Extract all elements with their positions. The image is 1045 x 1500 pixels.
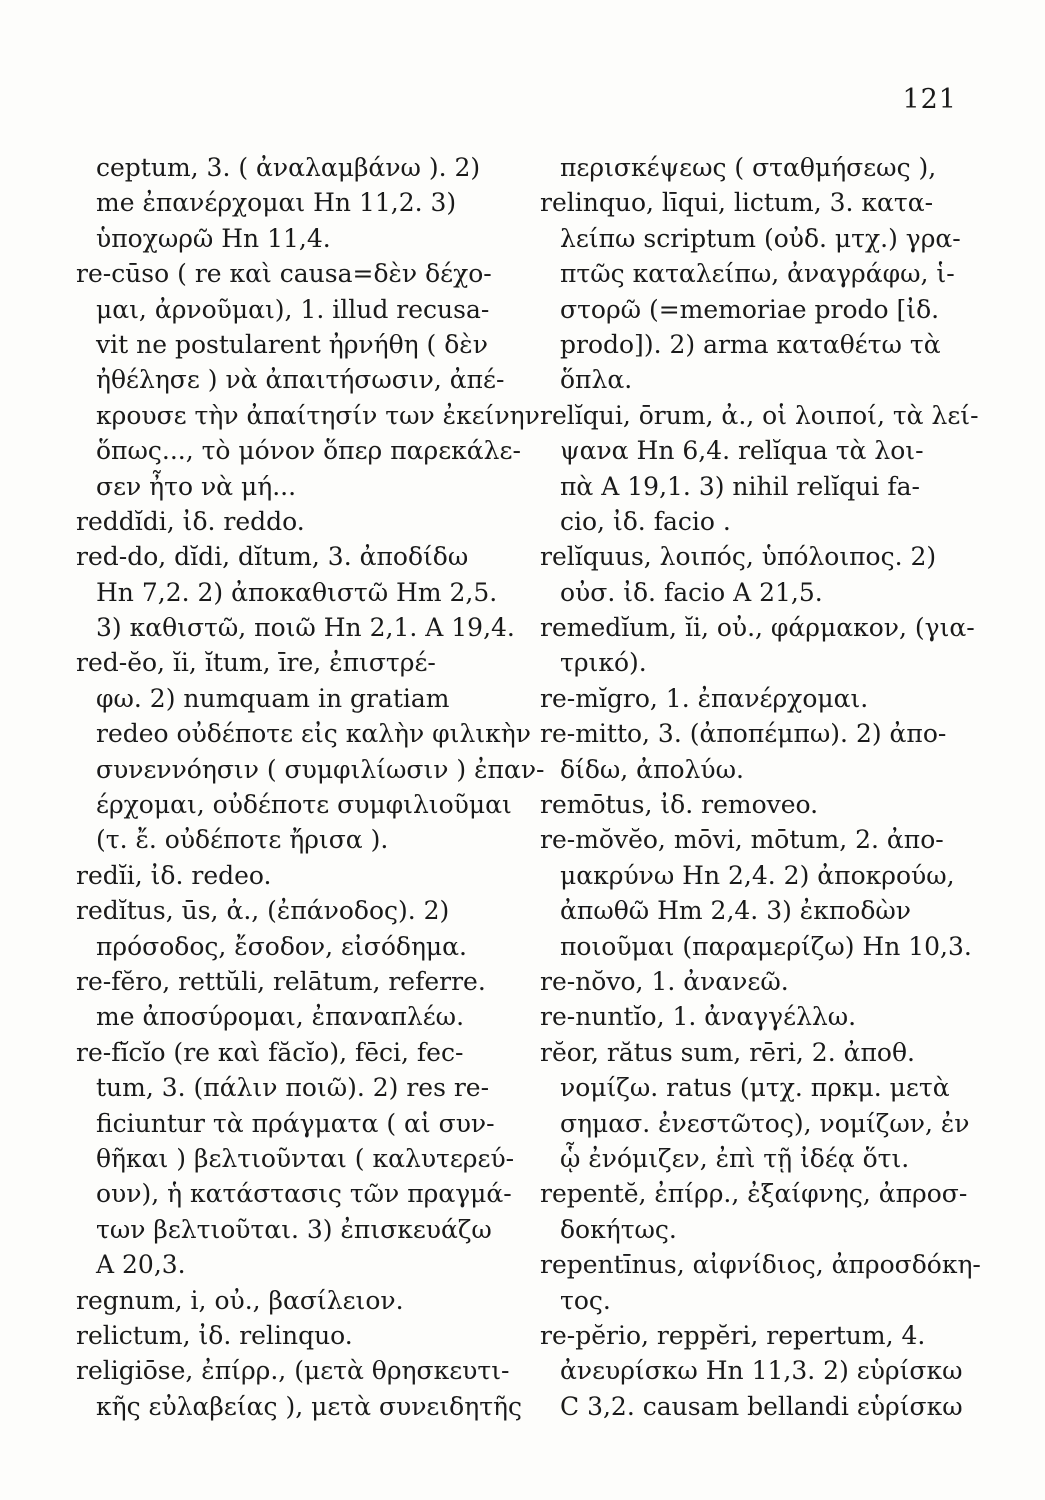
entry-continuation-line: prodo]). 2) arma καταθέτω τὰ (560, 329, 941, 359)
entry-headword-line: re-nuntĭo, 1. ἀναγγέλλω. (540, 1002, 857, 1032)
entry-headword-line: relictum, ἰδ. relinquo. (76, 1320, 353, 1350)
entry-headword-line: re-mitto, 3. (ἀποπέμπω). 2) ἀπο- (540, 719, 947, 749)
entry-headword-line: red-do, dĭdi, dĭtum, 3. ἀποδίδω (76, 542, 469, 572)
entry-continuation-line: ὅπλα. (560, 365, 633, 395)
entry-continuation-line: ᾧ ἐνόμιζεν, ἐπὶ τῇ ἰδέᾳ ὅτι. (560, 1143, 910, 1173)
entry-headword-line: relĭqui, ōrum, ἀ., οἱ λοιποί, τὰ λεί- (540, 400, 979, 430)
entry-continuation-line: Hn 7,2. 2) ἀποκαθιστῶ Hm 2,5. (96, 577, 498, 607)
entry-continuation-line: στορῶ (=memoriae prodo [ἰδ. (560, 294, 940, 324)
entry-continuation-line: πρόσοδος, ἔσοδον, εἰσόδημα. (96, 931, 467, 961)
left-column (76, 150, 545, 1424)
entry-continuation-line: C 3,2. causam bellandi εὑρίσκω (560, 1391, 963, 1421)
entry-continuation-line: A 20,3. (96, 1250, 186, 1280)
entry-continuation-line: περισκέψεως ( σταθμήσεως ), (560, 153, 937, 182)
entry-headword-line: rĕor, rătus sum, rēri, 2. ἀποθ. (540, 1037, 915, 1067)
entry-continuation-line: δίδω, ἀπολύω. (560, 754, 744, 784)
entry-continuation-line: κῆς εὐλαβείας ), μετὰ συνειδητῆς (96, 1391, 523, 1421)
entry-headword-line: re-pĕrio, reppĕri, repertum, 4. (540, 1320, 926, 1350)
entry-continuation-line: των βελτιοῦται. 3) ἐπισκευάζω (96, 1214, 492, 1244)
entry-continuation-line: ἀπωθῶ Hm 2,4. 3) ἐκποδὼν (560, 896, 911, 926)
entry-continuation-line: cio, ἰδ. facio . (560, 506, 731, 536)
entry-headword-line: redĭi, ἰδ. redeo. (76, 860, 272, 890)
page-number: 121 (902, 84, 957, 115)
entry-continuation-line: tum, 3. (πάλιν ποιῶ). 2) res re- (96, 1073, 490, 1103)
entry-continuation-line: λείπω scriptum (οὐδ. μτχ.) γρα- (560, 223, 961, 253)
entry-continuation-line: ficiuntur τὰ πράγματα ( αἱ συν- (96, 1108, 495, 1138)
entry-continuation-line: ποιοῦμαι (παραμερίζω) Hn 10,3. (560, 931, 972, 961)
entry-continuation-line: οὐσ. ἰδ. facio A 21,5. (560, 577, 823, 607)
entry-continuation-line: συνεννόησιν ( συμφιλίωσιν ) ἐπαν- (96, 754, 545, 784)
entry-continuation-line: έρχομαι, οὐδέποτε συμφιλιοῦμαι (96, 790, 512, 820)
entry-continuation-line: τος. (560, 1285, 611, 1315)
entry-continuation-line: me ἀποσύρομαι, ἐπαναπλέω. (96, 1002, 465, 1032)
entry-continuation-line: θῆκαι ) βελτιοῦνται ( καλυτερεύ- (96, 1143, 515, 1173)
entry-headword-line: reddĭdi, ἰδ. reddo. (76, 506, 305, 536)
right-column (540, 150, 981, 1424)
entry-headword-line: relĭquus, λοιπός, ὑπόλοιπος. 2) (540, 542, 937, 572)
entry-headword-line: relinquo, līqui, lictum, 3. κατα- (540, 188, 934, 218)
entry-continuation-line: κρουσε τὴν ἀπαίτησίν των ἐκείνην (96, 400, 540, 430)
entry-continuation-line: πὰ A 19,1. 3) nihil relĭqui fa- (560, 471, 920, 501)
entry-headword-line: re-cūso ( re καὶ causa=δὲν δέχο- (76, 259, 492, 289)
entry-headword-line: re-fĕro, rettŭli, relātum, referre. (76, 966, 486, 996)
entry-continuation-line: redeo οὐδέποτε εἰς καλὴν φιλικὴν (96, 719, 531, 749)
entry-continuation-line: μακρύνω Hn 2,4. 2) ἀποκρούω, (560, 860, 955, 890)
entry-continuation-line: φω. 2) numquam in gratiam (96, 683, 450, 713)
entry-continuation-line: ἠθέλησε ) νὰ ἀπαιτήσωσιν, ἀπέ- (96, 365, 505, 395)
entry-headword-line: re-nŏvo, 1. ἀνανεῶ. (540, 966, 789, 996)
entry-continuation-line: ἀνευρίσκω Hn 11,3. 2) εὑρίσκω (560, 1356, 963, 1386)
entry-headword-line: remedĭum, ĭi, οὐ., φάρμακον, (για- (540, 613, 975, 643)
entry-continuation-line: δοκήτως. (560, 1214, 677, 1244)
entry-continuation-line: μαι, ἀρνοῦμαι), 1. illud recusa- (96, 294, 490, 324)
entry-continuation-line: ὅπως..., τὸ μόνον ὅπερ παρεκάλε- (96, 436, 521, 466)
entry-headword-line: remōtus, ἰδ. removeo. (540, 790, 819, 820)
entry-headword-line: repentīnus, αἰφνίδιος, ἀπροσδόκη- (540, 1250, 981, 1280)
entry-headword-line: regnum, i, οὐ., βασίλειον. (76, 1285, 404, 1315)
entry-continuation-line: τρικό). (560, 648, 647, 678)
entry-continuation-line: πτῶς καταλείπω, ἀναγράφω, ἱ- (560, 259, 955, 289)
entry-headword-line: re-mŏvĕo, mōvi, mōtum, 2. ἀπο- (540, 825, 944, 855)
entry-continuation-line: vit ne postularent ἠρνήθη ( δὲν (96, 329, 488, 359)
entry-continuation-line: ὑποχωρῶ Hn 11,4. (96, 223, 331, 253)
entry-headword-line: repentĕ, ἐπίρρ., ἐξαίφνης, ἀπροσ- (540, 1179, 968, 1209)
entry-headword-line: redĭtus, ūs, ἀ., (ἐπάνοδος). 2) (76, 896, 450, 926)
entry-continuation-line: σημασ. ἐνεστῶτος), νομίζων, ἐν (560, 1108, 970, 1138)
entry-continuation-line: ceptum, 3. ( ἀναλαμβάνω ). 2) (96, 153, 481, 182)
entry-continuation-line: νομίζω. ratus (μτχ. πρκμ. μετὰ (560, 1073, 950, 1103)
entry-continuation-line: σεν ἦτο νὰ μή... (96, 471, 297, 501)
entry-headword-line: red-ĕo, ĭi, ĭtum, īre, ἐπιστρέ- (76, 648, 436, 678)
entry-continuation-line: ψανα Hn 6,4. relĭqua τὰ λοι- (560, 436, 924, 466)
entry-continuation-line: ουν), ἡ κατάστασις τῶν πραγμά- (96, 1179, 512, 1209)
entry-headword-line: religiōse, ἐπίρρ., (μετὰ θρησκευτι- (76, 1356, 510, 1386)
entry-continuation-line: me ἐπανέρχομαι Hn 11,2. 3) (96, 188, 457, 218)
entry-continuation-line: (τ. ἔ. οὐδέποτε ἤρισα ). (96, 825, 389, 855)
entry-headword-line: re-mĭgro, 1. ἐπανέρχομαι. (540, 683, 869, 713)
entry-continuation-line: 3) καθιστῶ, ποιῶ Hn 2,1. A 19,4. (96, 613, 515, 643)
entry-headword-line: re-fĭcĭo (re καὶ făcĭo), fēci, fec- (76, 1037, 464, 1067)
